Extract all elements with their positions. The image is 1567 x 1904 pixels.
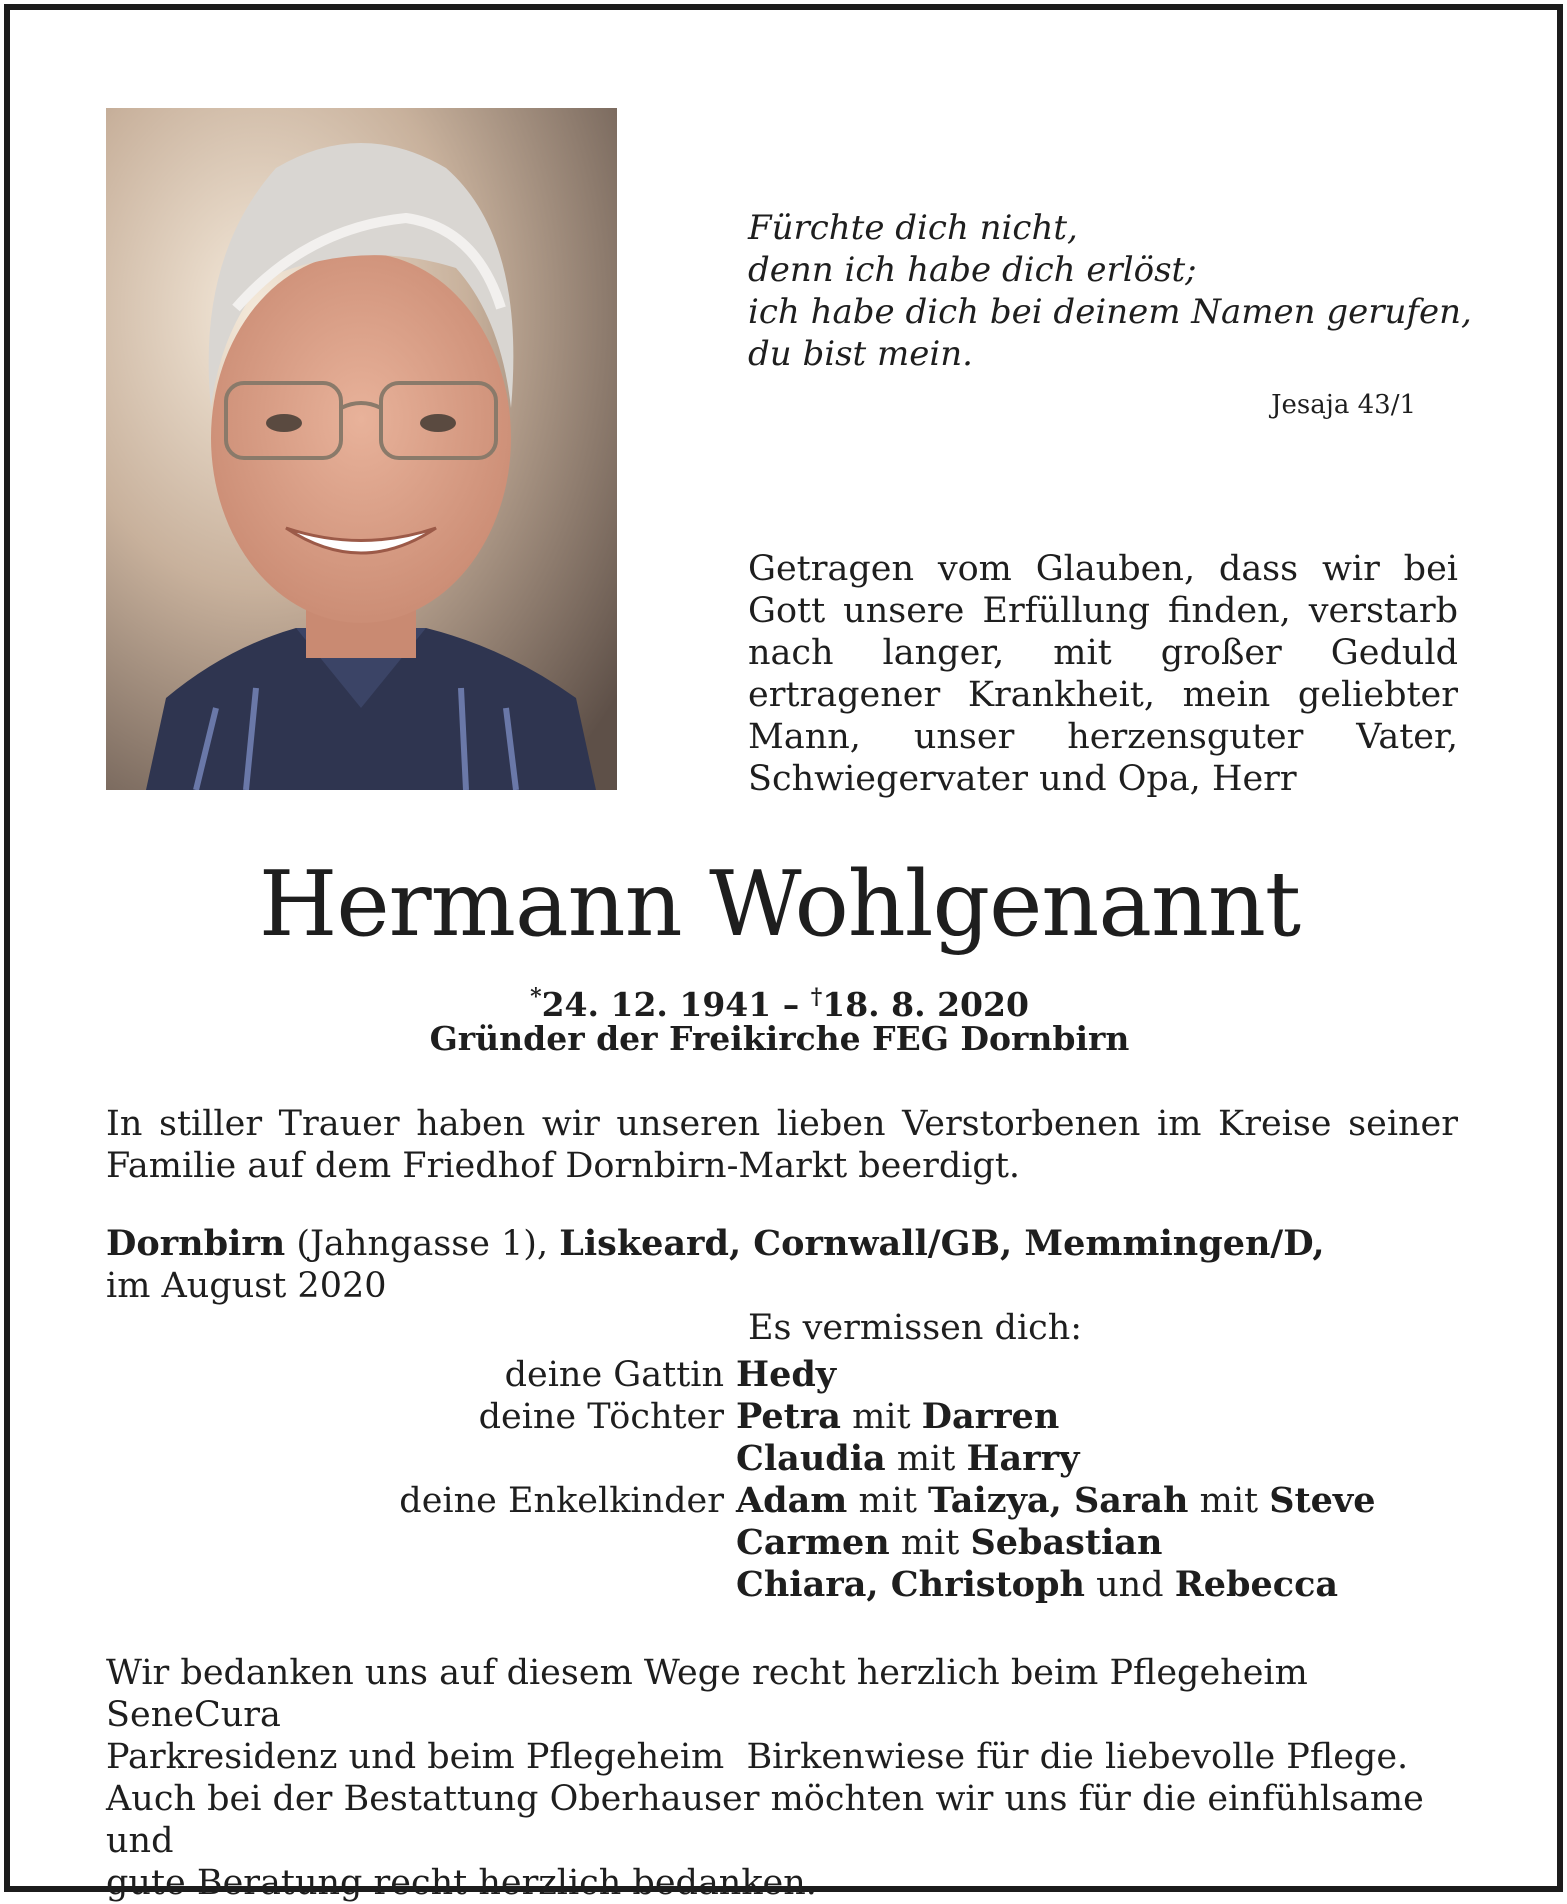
intro-text [748,548,1458,800]
family-name: Hedy [736,1354,837,1395]
relation-label: deine Töchter [478,1397,724,1437]
verse-line: du bist mein. [748,334,973,374]
connector: und [1084,1565,1175,1605]
family-row [106,1396,1458,1438]
family-row [106,1354,1458,1396]
thanks-text [106,1652,1458,1904]
place-address: (Jahngasse 1), [285,1224,560,1264]
family-heading: Es vermissen dich: [748,1308,1083,1348]
family-name: Petra [736,1396,841,1437]
family-name: Sebastian [970,1522,1163,1563]
verse-line: denn ich habe dich erlöst; [748,250,1197,290]
bible-verse [748,207,1472,375]
place-others: Liskeard, Cornwall/GB, Memmingen/D, [559,1223,1325,1264]
family-name: Claudia [736,1438,886,1479]
family-row [106,1522,1458,1564]
thanks-line: Parkresidenz und beim Pflegeheim Birkenwiese für die liebevolle Pflege. [106,1737,1409,1777]
place-date: im August 2020 [106,1266,387,1306]
birth-mark: * [530,984,542,1010]
family-list [106,1354,1458,1606]
date-separator: – [771,985,811,1024]
connector: mit [1188,1481,1270,1521]
subtitle: Gründer der Freikirche FEG Dornbirn [429,1019,1130,1058]
thanks-line: Wir bedanken uns auf diesem Wege recht herzlich beim Pflegeheim SeneCura [106,1653,1308,1735]
verse-line: ich habe dich bei deinem Namen gerufen, [748,292,1472,332]
portrait-illustration [106,108,617,790]
family-row [106,1438,1458,1480]
place-and-date [106,1223,1458,1307]
family-name: Taizya, Sarah [928,1480,1189,1521]
relation-label: deine Enkelkinder [399,1481,724,1521]
family-name: Carmen [736,1522,890,1563]
family-name: Chiara, Christoph [736,1564,1085,1605]
relation-label: deine Gattin [504,1355,724,1395]
death-date: 18. 8. 2020 [822,985,1029,1024]
deceased-name: Hermann Wohlgenannt [258,852,1301,957]
portrait-photo [106,108,617,790]
place-city: Dornbirn [106,1223,286,1264]
family-row [106,1480,1458,1522]
intro-paragraph: Getragen vom Glauben, dass wir bei Gott unsere Erfüllung finden, verstarb nach langer, mit großer Geduld ertragener Krankheit, mein geliebter Mann, unser herzensguter Vater, Schwiegervater und Opa, Herr [748,549,1458,799]
thanks-line: Auch bei der Bestattung Oberhauser möchten wir uns für die einfühlsame und [106,1779,1424,1861]
family-row [106,1564,1458,1606]
verse-source: Jesaja 43/1 [1271,390,1416,420]
family-name: Darren [921,1396,1060,1437]
family-name: Rebecca [1174,1564,1339,1605]
verse-line: Fürchte dich nicht, [748,208,1078,248]
burial-text: In stiller Trauer haben wir unseren lieben Verstorbenen im Kreise seiner Familie auf dem Friedhof Dornbirn-Markt beerdigt. [106,1104,1458,1186]
connector: mit [885,1439,967,1479]
connector: mit [840,1397,922,1437]
family-name: Steve [1269,1480,1376,1521]
family-name: Harry [966,1438,1080,1479]
family-name: Adam [736,1480,848,1521]
thanks-line: gute Beratung recht herzlich bedanken. [106,1863,817,1903]
death-mark: † [810,984,823,1010]
birth-date: 24. 12. 1941 [541,985,772,1024]
connector: mit [889,1523,971,1563]
connector: mit [847,1481,929,1521]
